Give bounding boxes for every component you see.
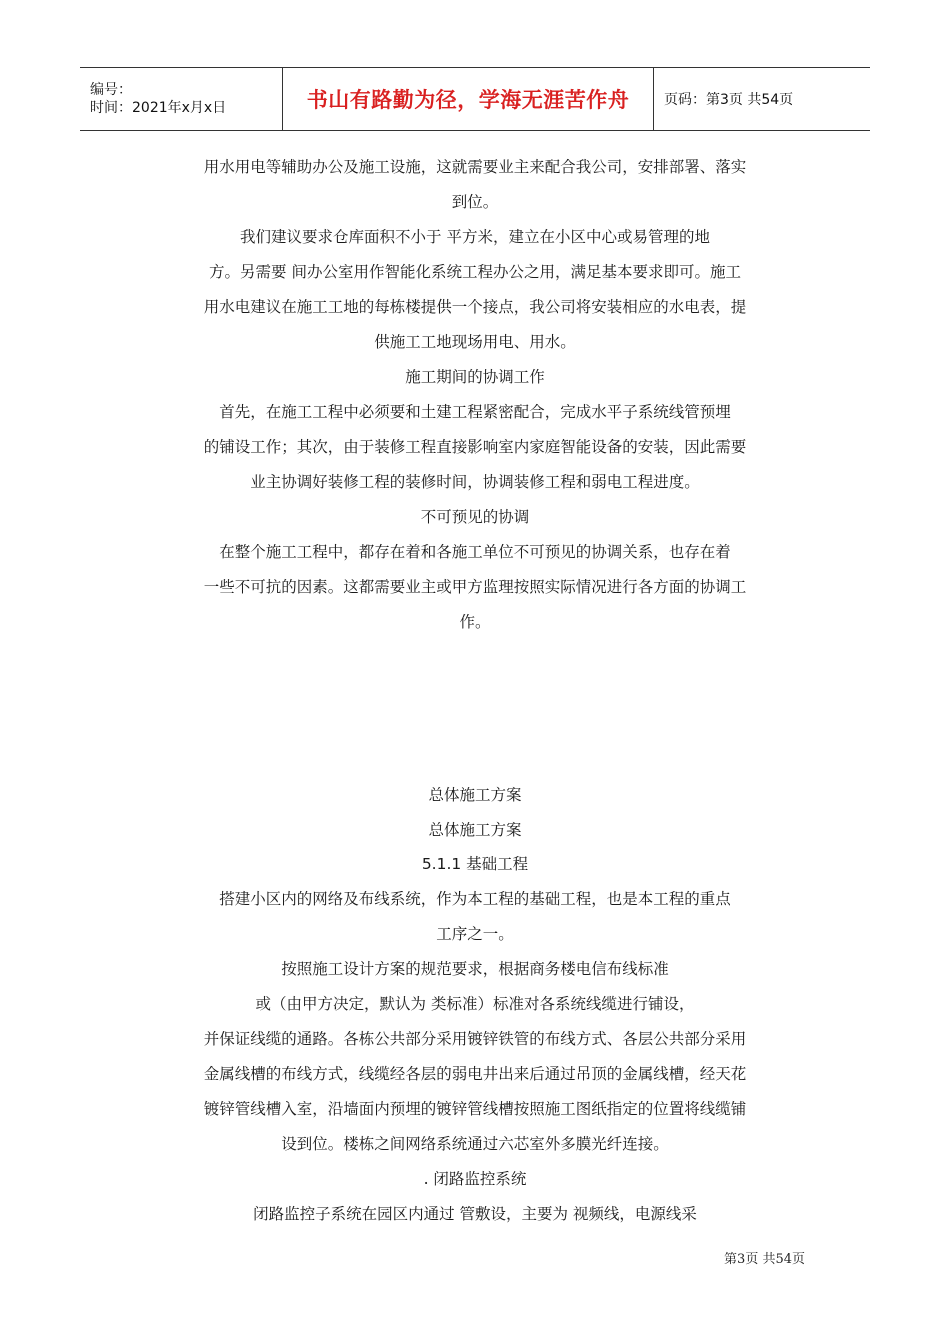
body-line: 用水电建议在施工工地的每栋楼提供一个接点，我公司将安装相应的水电表，提 (203, 298, 747, 316)
body-line: 首先，在施工工程中必须要和土建工程紧密配合，完成水平子系统线管预埋 (219, 403, 731, 421)
body-line: 并保证线缆的通路。各栋公共部分采用镀锌铁管的布线方式、各层公共部分采用 (203, 1030, 747, 1048)
body-line: 一些不可抗的因素。这都需要业主或甲方监理按照实际情况进行各方面的协调工 (203, 578, 747, 596)
body-line: 我们建议要求仓库面积不小于 平方米，建立在小区中心或易管理的地 (240, 228, 710, 246)
body-line: 在整个施工工程中，都存在着和各施工单位不可预见的协调关系，也存在着 (219, 543, 731, 561)
body-line: 金属线槽的布线方式，线缆经各层的弱电井出来后通过吊顶的金属线槽，经天花 (203, 1065, 747, 1083)
body-line: 镀锌管线槽入室，沿墙面内预埋的镀锌管线槽按照施工图纸指定的位置将线缆铺 (203, 1100, 747, 1118)
body-line: 用水用电等辅助办公及施工设施，这就需要业主来配合我公司，安排部署、落实 (203, 158, 747, 176)
body-line: 的铺设工作；其次，由于装修工程直接影响室内家庭智能设备的安装，因此需要 (203, 438, 747, 456)
document-time-label: 时间：2021年x月x日 (90, 100, 227, 116)
page-footer: 第3页 共54页 (724, 1252, 805, 1267)
body-line: 按照施工设计方案的规范要求，根据商务楼电信布线标准 (281, 960, 669, 978)
body-line: 或（由甲方决定，默认为 类标准）标准对各系统线缆进行铺设， (255, 995, 695, 1013)
section-heading: 施工期间的协调工作 (405, 368, 545, 386)
section-heading: . 闭路监控系统 (423, 1170, 527, 1188)
header-motto: 书山有路勤为径，学海无涯苦作舟 (282, 68, 654, 130)
section-heading: 不可预见的协调 (420, 508, 530, 526)
body-line: 到位。 (451, 193, 499, 211)
page-header (80, 67, 870, 131)
body-line: 供施工工地现场用电、用水。 (374, 333, 576, 351)
section-heading: 总体施工方案 (428, 821, 522, 839)
header-meta (80, 68, 282, 130)
body-line: 工序之一。 (436, 925, 514, 943)
body-line: 闭路监控子系统在园区内通过 管敷设，主要为 视频线，电源线采 (253, 1205, 697, 1223)
section-heading: 总体施工方案 (428, 786, 522, 804)
document-number-label: 编号： (90, 82, 132, 98)
body-line: 方。另需要 间办公室用作智能化系统工程办公之用，满足基本要求即可。施工 (209, 263, 741, 281)
body-line: 业主协调好装修工程的装修时间，协调装修工程和弱电工程进度。 (250, 473, 700, 491)
header-page-info: 页码：第3页 共54页 (664, 92, 794, 108)
body-line: 作。 (459, 613, 491, 631)
section-heading: 5.1.1 基础工程 (421, 855, 529, 873)
body-line: 搭建小区内的网络及布线系统，作为本工程的基础工程，也是本工程的重点 (219, 890, 731, 908)
body-line: 设到位。楼栋之间网络系统通过六芯室外多膜光纤连接。 (281, 1135, 669, 1153)
